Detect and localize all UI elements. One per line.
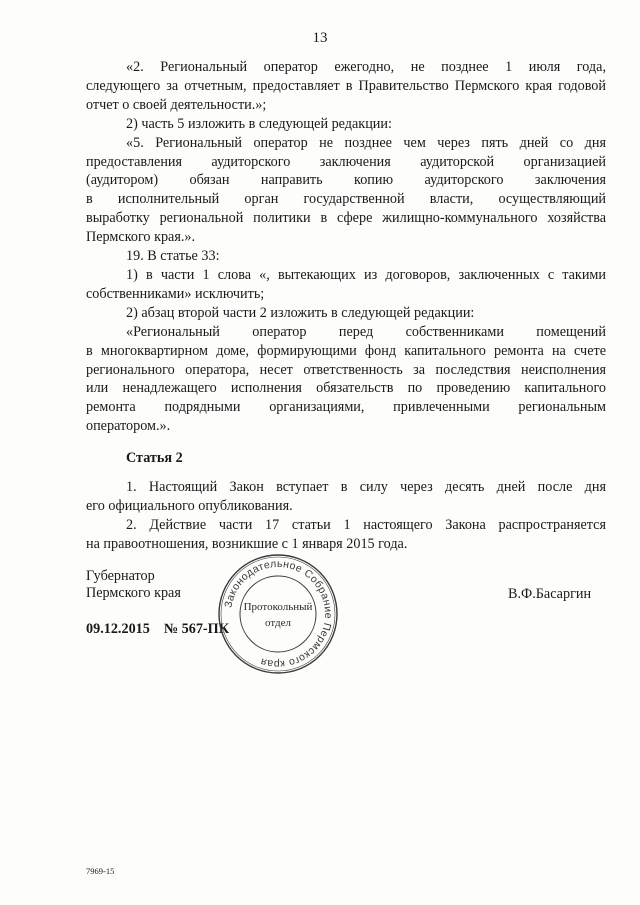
signatory-title xyxy=(86,568,181,602)
signatory-title-line: Пермского края xyxy=(86,585,181,601)
signatory-name: В.Ф.Басаргин xyxy=(508,586,592,602)
paragraph: 2) часть 5 изложить в следующей редакции: xyxy=(126,115,392,132)
paragraph: Пермского края.». xyxy=(86,229,196,246)
stamp-ring-text: Законодательное Собрание Пермского края xyxy=(222,557,335,671)
stamp-seal-graphic xyxy=(217,553,339,675)
stamp-outer-ring-inner xyxy=(221,557,335,671)
paragraph: регионального оператора, несет ответственность за последствия неисполнения xyxy=(86,361,606,378)
paragraph: в многоквартирном доме, формирующими фонд капитального ремонта на счете xyxy=(86,342,606,359)
paragraph: следующего за отчетным, предоставляет в Правительство Пермского края годовой отчет о своей деятельности.»; xyxy=(86,77,606,113)
stamp-inner-ring xyxy=(240,576,316,652)
law-date: 09.12.2015 xyxy=(86,621,150,637)
paragraph: 1) в части 1 слова «, вытекающих из договоров, заключенных с такими xyxy=(126,266,606,283)
document-code: 7969-15 xyxy=(86,866,115,876)
paragraph: собственниками» исключить; xyxy=(86,285,265,302)
law-number: № 567-ПК xyxy=(163,621,229,637)
signatory-title-line: Губернатор xyxy=(86,568,155,584)
paragraph: его официального опубликования. xyxy=(86,497,293,514)
paragraph: 2. Действие части 17 статьи 1 настоящего Закона распространяется xyxy=(126,516,606,533)
stamp-center-line: Протокольный xyxy=(243,601,313,613)
paragraph: на правоотношения, возникшие с 1 января 2015 года. xyxy=(86,535,408,552)
paragraph: 2) абзац второй части 2 изложить в следующей редакции: xyxy=(126,304,475,321)
paragraph: выработку региональной политики в сфере жилищно-коммунального хозяйства xyxy=(86,210,606,227)
paragraph: оператором.». xyxy=(86,418,171,435)
law-date-number xyxy=(86,621,229,638)
stamp-outer-ring xyxy=(219,555,337,673)
paragraph: в исполнительный орган государственной власти, осуществляющий xyxy=(86,191,606,208)
stamp-seal xyxy=(217,553,339,675)
paragraph: 1. Настоящий Закон вступает в силу через десять дней после дня xyxy=(126,479,606,496)
paragraph: предоставления аудиторского заключения аудиторской организацией xyxy=(86,153,606,170)
paragraph: или ненадлежащего исполнения обязательств по проведению капитального xyxy=(86,380,606,397)
paragraph: «Региональный оператор перед собственниками помещений xyxy=(126,323,606,340)
paragraph: ремонта подрядными организациями, привлеченными региональным xyxy=(86,399,606,416)
document-body xyxy=(86,58,606,554)
paragraph: (аудитором) обязан направить копию аудиторского заключения xyxy=(86,172,606,189)
stamp-center-line: отдел xyxy=(265,617,291,629)
article-heading: Статья 2 xyxy=(126,450,183,467)
paragraph: «5. Региональный оператор не позднее чем через пять дней со дня xyxy=(126,134,606,151)
paragraph: «2. Региональный оператор ежегодно, не позднее 1 июля года, xyxy=(126,59,606,75)
paragraph: 19. В статье 33: xyxy=(126,248,220,265)
page-number: 13 xyxy=(312,30,328,46)
